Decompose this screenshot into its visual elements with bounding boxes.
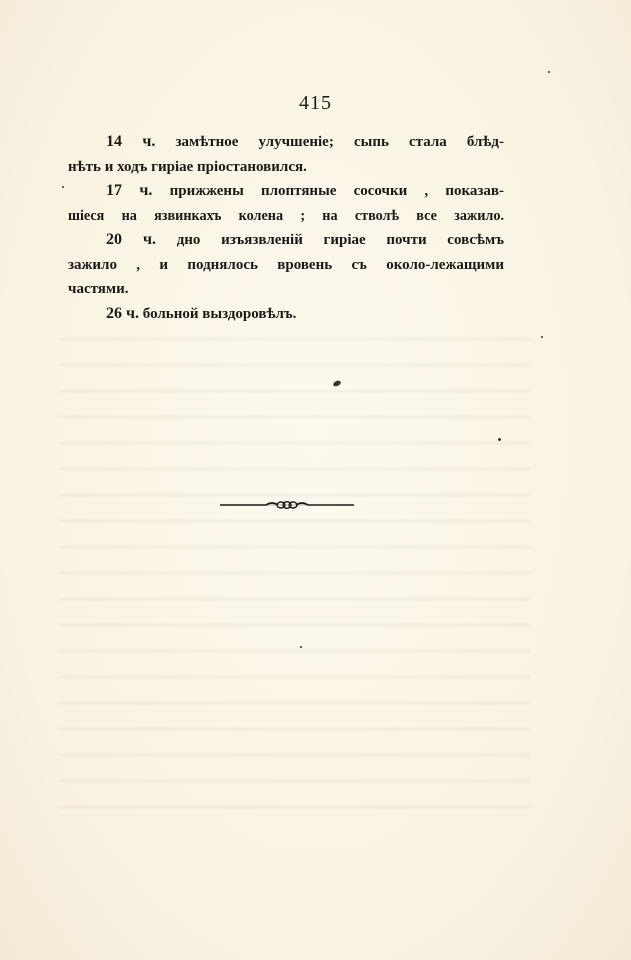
entry-day: 17 ч. xyxy=(106,182,153,199)
entry-line xyxy=(68,277,504,302)
entry-line xyxy=(68,179,504,204)
entry-text: дно изъязвленій гиріае почти совсѣмъ xyxy=(176,232,504,248)
entry-text: частями. xyxy=(68,281,129,297)
entry-line xyxy=(68,204,504,229)
entry-text: замѣтное улучшеніе; сыпь стала блѣд- xyxy=(175,134,505,150)
entry-day: 26 ч. xyxy=(106,304,140,322)
entry-line xyxy=(68,155,504,180)
entry-text: больной выздоровѣлъ. xyxy=(142,305,297,322)
entry-day: 20 ч. xyxy=(106,231,156,248)
ink-speck xyxy=(300,646,302,648)
entries-text xyxy=(68,130,504,326)
ink-speck xyxy=(548,71,550,73)
show-through-text xyxy=(60,320,530,820)
ornament-divider xyxy=(220,497,354,513)
entry-day: 14 ч. xyxy=(106,133,156,150)
ink-speck xyxy=(332,380,341,388)
ink-speck xyxy=(541,336,543,338)
entry-text: зажило , и поднялось вровень съ около-лежащими xyxy=(68,256,504,273)
ink-speck xyxy=(498,438,501,441)
entry-line xyxy=(68,253,504,278)
entry-line xyxy=(68,228,504,253)
entry-line xyxy=(68,302,504,327)
ink-speck xyxy=(62,186,64,188)
entry-text: нѣть и ходъ гиріае пріостановился. xyxy=(68,158,307,175)
entry-text: шіеся на язвинкахъ колена ; на стволѣ все зажило. xyxy=(68,207,504,224)
entry-line xyxy=(68,130,504,155)
page-number: 415 xyxy=(299,92,332,114)
entry-text: прижжены плоптяные сосочки , показав- xyxy=(169,183,505,199)
